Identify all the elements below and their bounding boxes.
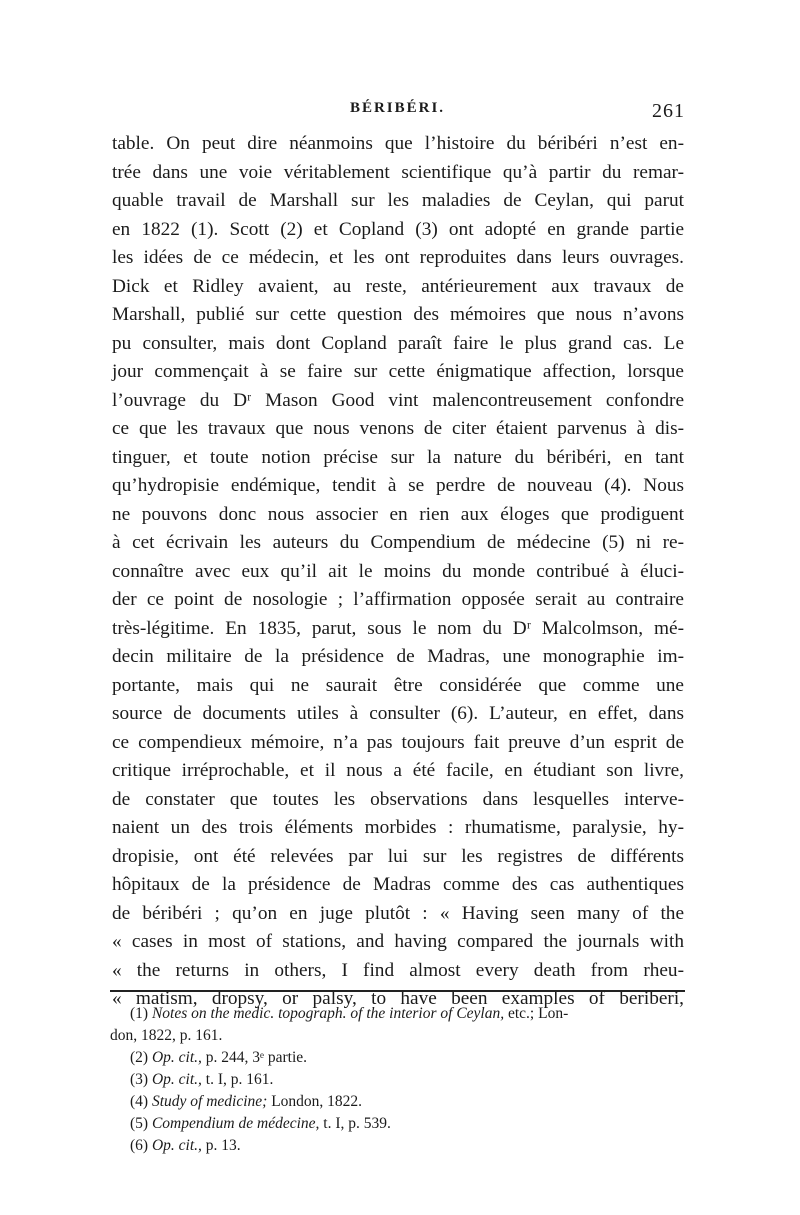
footnote-title: Study of medicine; [151,1093,268,1110]
footnote-title: Op. cit., [151,1049,202,1066]
text-line: quable travail de Marshall sur les maladies de Ceylan, qui parut [112,190,684,211]
text-line: « matism, dropsy, or palsy, to have been examples of beriberi, [112,988,684,1009]
text-line: de constater que toutes les observations dans lesquelles interve- [112,788,684,810]
text-line: hôpitaux de la présidence de Madras comme des cas authentiques [112,874,684,895]
text-line: ce compendieux mémoire, n’a pas toujours fait preuve d’un esprit de [112,731,684,753]
footnote-text: t. I, p. 161. [205,1071,274,1088]
running-head [110,100,685,126]
footnote-number: (4) [130,1093,149,1110]
footnote-title: Op. cit., [151,1137,202,1154]
text-line: portante, mais qui ne saurait être considérée que comme une [112,674,684,696]
text-line: dropisie, ont été relevées par lui sur les registres de différents [112,845,684,867]
text-line: decin militaire de la présidence de Madras, une monographie im- [112,646,684,667]
text-line: tinguer, et toute notion précise sur la nature du béribéri, en tant [112,446,684,468]
footnote-number: (6) [130,1137,149,1154]
footnote-number: (2) [130,1049,149,1066]
body-text [112,130,684,1014]
text-line: « the returns in others, I find almost every death from rheu- [112,959,684,981]
footnote [110,1047,685,1069]
text-line: à cet écrivain les auteurs du Compendium de médecine (5) ni re- [112,532,684,553]
footnote [110,1025,685,1047]
footnote-title: Op. cit., [151,1071,202,1088]
text-line: naient un des trois éléments morbides : rhumatisme, paralysie, hy- [112,817,684,838]
footnote [110,1003,685,1025]
footnote [110,1135,685,1157]
text-line: ce que les travaux que nous venons de citer étaient parvenus à dis- [112,418,684,439]
text-line: « cases in most of stations, and having compared the journals with [112,931,684,952]
footnote-title: Notes on the medic. topograph. of the interior of Ceylan, [151,1005,505,1022]
footnote-number: (5) [130,1115,149,1132]
text-line: connaître avec eux qu’il ait le moins du monde contribué à éluci- [112,560,684,582]
text-line: les idées de ce médecin, et les ont reproduites dans leurs ouvrages. [112,247,684,268]
text-line: l’ouvrage du Dʳ Mason Good vint malencontreusement confondre [112,389,684,411]
text-line: de béribéri ; qu’on en juge plutôt : « Having seen many of the [112,902,684,924]
text-line: der ce point de nosologie ; l’affirmation opposée serait au contraire [112,589,684,610]
text-line: ne pouvons donc nous associer en rien aux éloges que prodiguent [112,503,684,525]
footnote-text: don, 1822, p. 161. [110,1027,223,1044]
footnote-text: London, 1822. [271,1093,363,1110]
footnote-number: (3) [130,1071,149,1088]
text-line: trée dans une voie véritablement scientifique qu’à partir du remar- [112,161,684,183]
footnotes [110,1003,685,1157]
text-line: pu consulter, mais dont Copland paraît faire le plus grand cas. Le [112,332,684,354]
footnote-text: p. 13. [205,1137,241,1154]
footnote-title: Compendium de médecine, [151,1115,320,1132]
footnote [110,1113,685,1135]
footnote [110,1091,685,1113]
text-line: qu’hydropisie endémique, tendit à se perdre de nouveau (4). Nous [112,475,684,496]
footnote-rule [110,990,685,992]
text-line: Dick et Ridley avaient, au reste, antérieurement aux travaux de [112,275,684,297]
text-line: source de documents utiles à consulter (6). L’auteur, en effet, dans [112,703,684,724]
text-line: très-légitime. En 1835, parut, sous le nom du Dʳ Malcolmson, mé- [112,617,684,639]
running-title: BÉRIBÉRI. [349,100,446,116]
text-line: critique irréprochable, et il nous a été facile, en étudiant son livre, [112,760,684,781]
footnote-text: p. 244, 3ᵉ partie. [205,1049,308,1066]
footnote-number: (1) [130,1005,149,1022]
text-line: table. On peut dire néanmoins que l’histoire du béribéri n’est en- [112,133,684,154]
page-number: 261 [652,100,685,122]
text-line: Marshall, publié sur cette question des mémoires que nous n’avons [112,304,684,325]
footnote-text: etc.; Lon- [507,1005,569,1022]
text-line: jour commençait à se faire sur cette énigmatique affection, lorsque [112,361,684,382]
text-line: en 1822 (1). Scott (2) et Copland (3) ont adopté en grande partie [112,218,684,240]
footnote-text: t. I, p. 539. [323,1115,391,1132]
footnote [110,1069,685,1091]
